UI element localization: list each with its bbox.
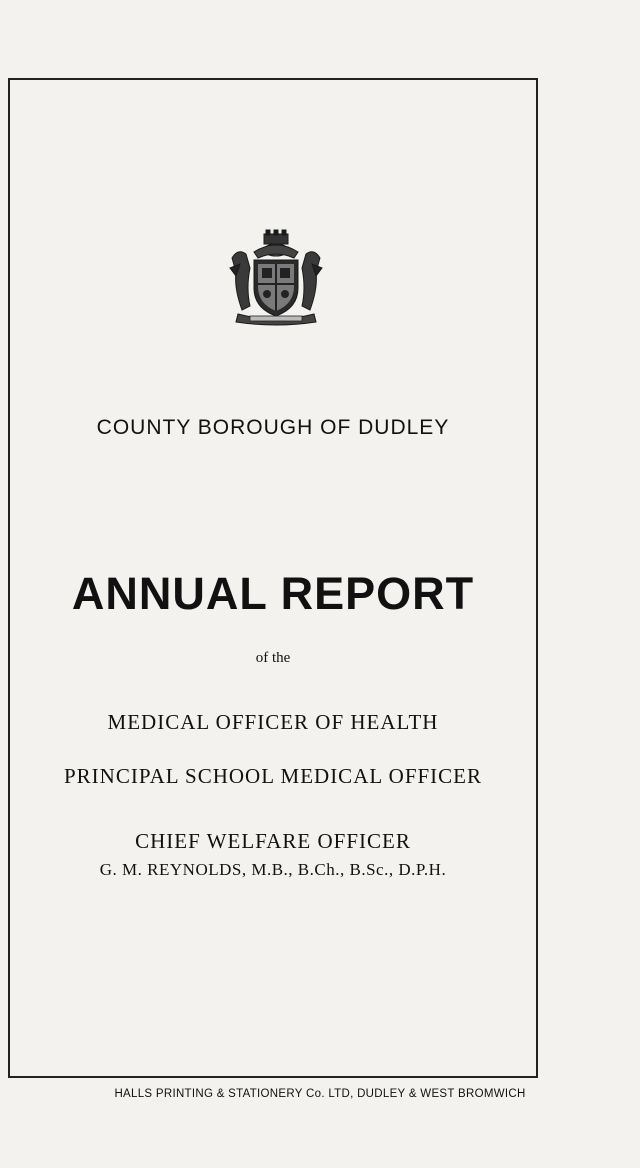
role-medical-officer: MEDICAL OFFICER OF HEALTH <box>107 710 439 734</box>
report-title: ANNUAL REPORT <box>71 568 475 619</box>
printer-imprint: HALLS PRINTING & STATIONERY Co. LTD, DUDLEY & WEST BROMWICH <box>114 1088 526 1100</box>
role-welfare-officer: CHIEF WELFARE OFFICER <box>135 829 411 853</box>
of-the-text: of the <box>255 650 291 666</box>
authority-name: COUNTY BOROUGH OF DUDLEY <box>96 416 450 439</box>
coat-of-arms-icon <box>224 228 328 328</box>
role-school-medical-officer: PRINCIPAL SCHOOL MEDICAL OFFICER <box>63 764 483 788</box>
officer-name: G. M. REYNOLDS, M.B., B.Ch., B.Sc., D.P.H. <box>99 860 447 879</box>
